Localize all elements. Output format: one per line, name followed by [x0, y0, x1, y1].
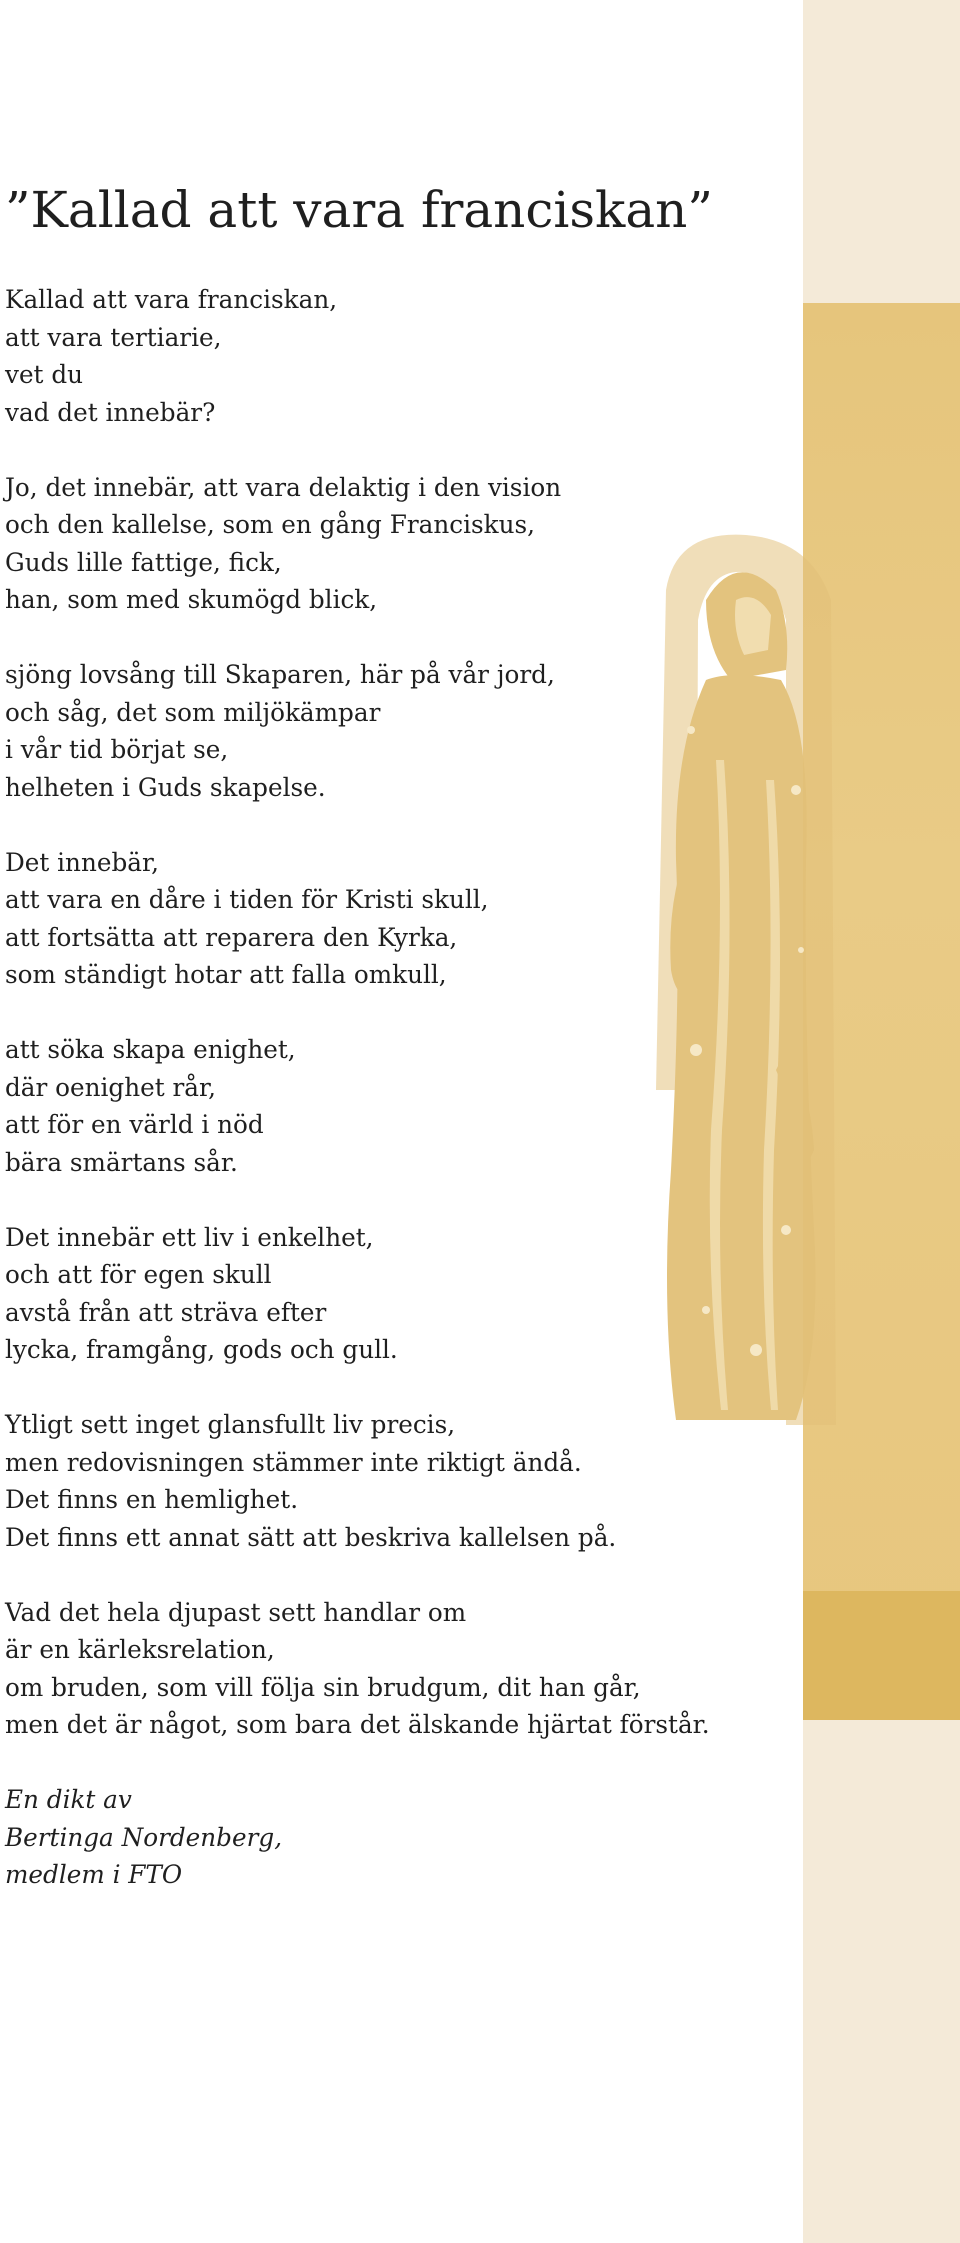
poem-line: Det innebär, — [5, 847, 159, 877]
poem-line: men det är något, som bara det älskande hjärtat förstår. — [5, 1710, 710, 1739]
poem-line: är en kärleksrelation, — [5, 1635, 275, 1664]
author-credit — [5, 1781, 795, 1894]
stanza — [5, 1594, 795, 1744]
poem-line: Det innebär ett liv i enkelhet, — [5, 1222, 374, 1252]
poem-line: som ständigt hotar att falla omkull, — [5, 960, 447, 989]
credit-line: medlem i FTO — [5, 1860, 183, 1889]
poem-line: Kallad att vara franciskan, — [5, 285, 338, 314]
stanza — [5, 1406, 795, 1556]
poem-line: men redovisningen stämmer inte riktigt ändå. — [5, 1447, 582, 1477]
poem-line: han, som med skumögd blick, — [5, 585, 378, 614]
poem-line: i vår tid börjat se, — [5, 735, 229, 764]
poem-line: där oenighet rår, — [5, 1072, 216, 1102]
stanza — [5, 656, 795, 806]
decorative-band-gold-dark — [803, 1591, 960, 1720]
poem-line: sjöng lovsång till Skaparen, här på vår jord, — [5, 660, 555, 689]
poem-line: att för en värld i nöd — [5, 1110, 264, 1139]
poem-line: Jo, det innebär, att vara delaktig i den vision — [5, 472, 562, 502]
poem-line: att vara tertiarie, — [5, 322, 222, 352]
poem-title: ”Kallad att vara franciskan” — [5, 181, 713, 239]
poem-line: vad det innebär? — [5, 397, 216, 427]
credit-line: En dikt av — [5, 1785, 132, 1814]
poem-line: lycka, framgång, gods och gull. — [5, 1335, 398, 1364]
poem-line: Ytligt sett inget glansfullt liv precis, — [5, 1410, 456, 1439]
credit-author-name: Bertinga Nordenberg, — [5, 1822, 283, 1852]
poem-line: om bruden, som vill följa sin brudgum, dit han går, — [5, 1672, 641, 1702]
poem-line: avstå från att sträva efter — [5, 1297, 327, 1327]
poem-line: vet du — [5, 360, 84, 389]
poem-line: Det finns ett annat sätt att beskriva kallelsen på. — [5, 1522, 617, 1552]
stanza — [5, 469, 795, 619]
poem-line: och att för egen skull — [5, 1260, 272, 1289]
poem-line: Vad det hela djupast sett handlar om — [5, 1597, 467, 1627]
poem-line: att fortsätta att reparera den Kyrka, — [5, 922, 458, 952]
stanza — [5, 844, 795, 994]
poem-line: Det finns en hemlighet. — [5, 1485, 299, 1514]
stanza — [5, 1219, 795, 1369]
poem-line: och den kallelse, som en gång Franciskus, — [5, 510, 536, 539]
poem-line: bära smärtans sår. — [5, 1147, 238, 1177]
poem-line: och såg, det som miljökämpar — [5, 697, 381, 727]
poem-line: att vara en dåre i tiden för Kristi skull, — [5, 885, 489, 914]
poem-line: att söka skapa enighet, — [5, 1035, 296, 1064]
stanza — [5, 281, 795, 431]
poem-line: Guds lille fattige, fick, — [5, 547, 282, 577]
stanza — [5, 1031, 795, 1181]
poem-body — [5, 281, 795, 1894]
poem-line: helheten i Guds skapelse. — [5, 772, 326, 802]
